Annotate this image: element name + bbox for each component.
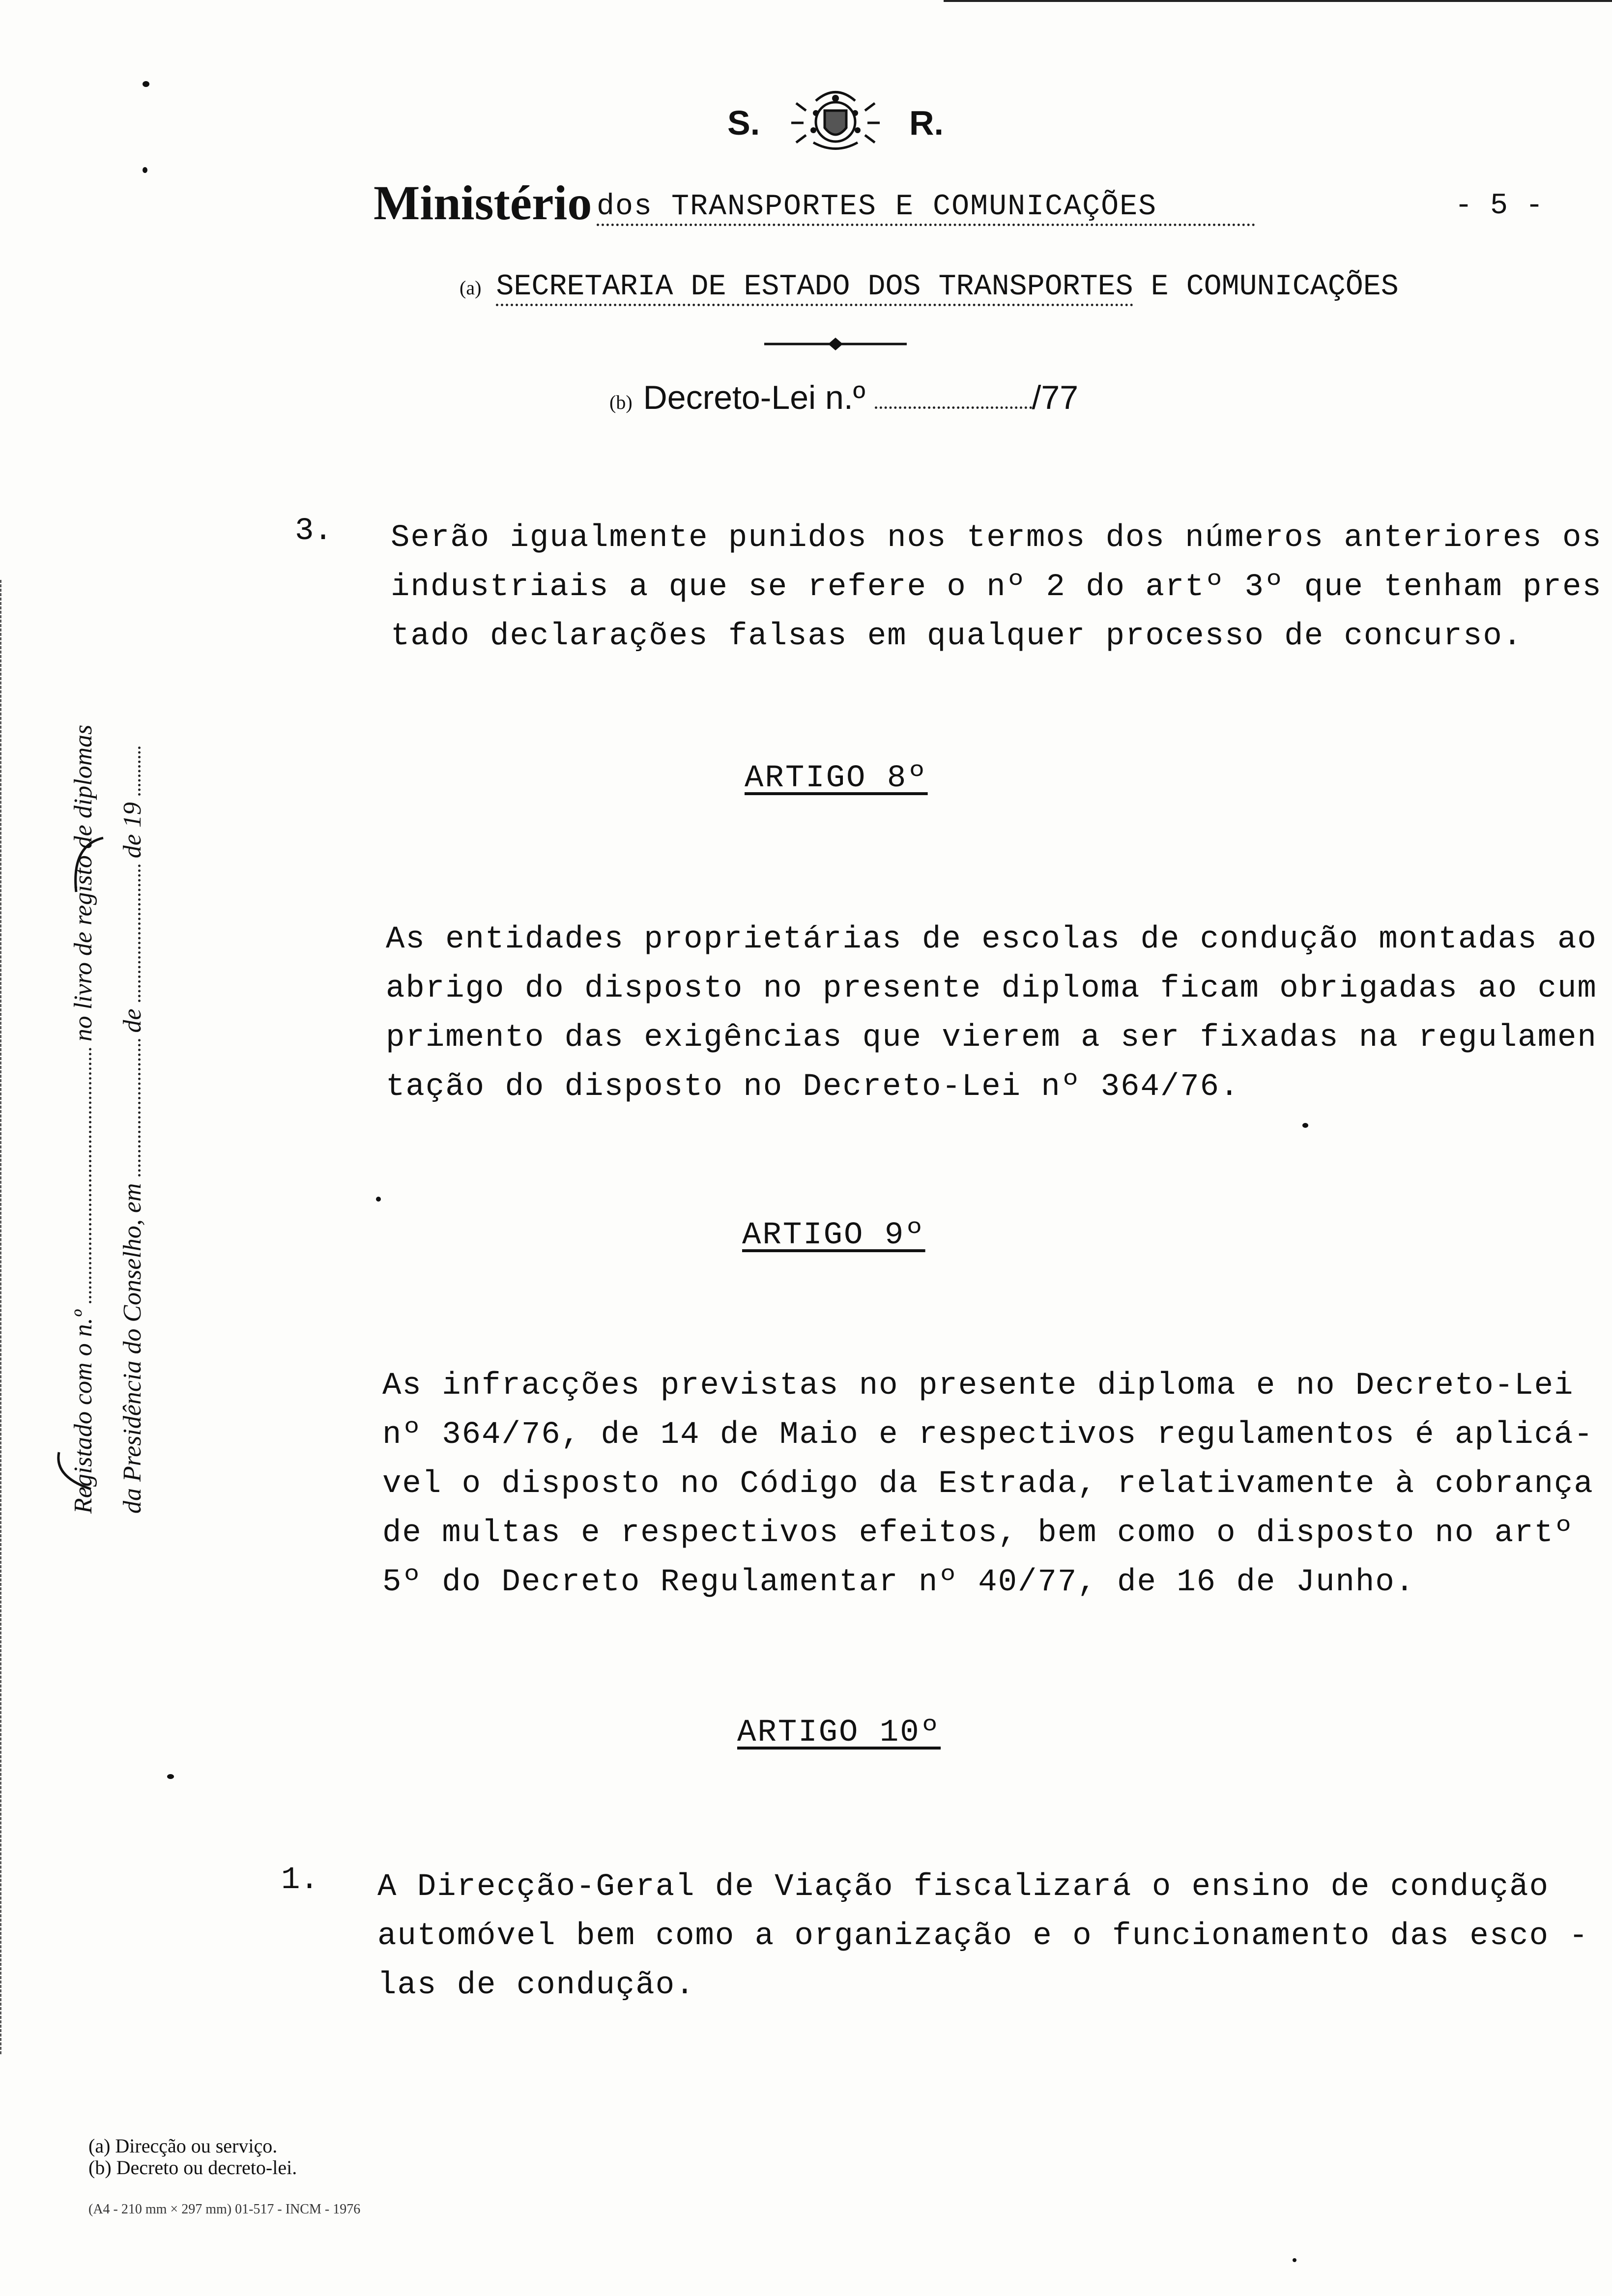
text-line: nº 364/76, de 14 de Maio e respectivos regulamentos é aplicá-	[382, 1417, 1594, 1453]
decreto-suffix: n.º	[825, 379, 865, 416]
page-number: - 5 -	[1455, 189, 1544, 223]
scan-speck	[143, 167, 147, 173]
scan-speck	[1293, 2258, 1296, 2262]
artigo-8-paragraph	[386, 915, 1597, 1112]
ornament-divider	[764, 337, 907, 351]
secretaria-line	[460, 270, 1541, 306]
artigo-9-heading: ARTIGO 9º	[742, 1218, 925, 1253]
margin-line1-b: no livro de registo de diplomas	[69, 724, 97, 1042]
date-year-blank	[138, 746, 141, 796]
ministry-word: Ministério	[374, 175, 592, 230]
text-line: vel o disposto no Código da Estrada, relativamente à cobrança	[382, 1466, 1594, 1502]
left-edge-perforation	[0, 580, 3, 2054]
decreto-year: /77	[1032, 379, 1079, 416]
date-month-blank	[138, 864, 141, 1002]
secretaria-label: (a)	[460, 277, 482, 299]
text-line: primento das exigências que vierem a ser fixadas na regulamen	[386, 1020, 1597, 1056]
text-line: las de condução.	[377, 1968, 695, 2003]
scan-speck	[143, 81, 149, 87]
artigo-9-paragraph	[382, 1361, 1594, 1607]
text-line: As entidades proprietárias de escolas de condução montadas ao	[386, 922, 1597, 957]
text-line: Serão igualmente punidos nos termos dos números anteriores os	[391, 520, 1602, 556]
r-letter: R.	[909, 104, 944, 142]
text-line: tação do disposto no Decreto-Lei nº 364/76.	[386, 1069, 1240, 1105]
secretaria-rest: E COMUNICAÇÕES	[1151, 270, 1399, 304]
decreto-line	[609, 378, 1078, 417]
footnote-a: (a) Direcção ou serviço.	[88, 2135, 278, 2157]
footnote-b: (b) Decreto ou decreto-lei.	[88, 2156, 297, 2179]
margin-bracket-top	[69, 835, 108, 894]
scan-speck	[167, 1774, 174, 1779]
decreto-label: (b)	[609, 391, 633, 413]
text-line: 5º do Decreto Regulamentar nº 40/77, de 16 de Junho.	[382, 1565, 1415, 1600]
republic-header	[727, 84, 973, 157]
item-3-paragraph	[391, 514, 1602, 661]
artigo-8-heading: ARTIGO 8º	[745, 761, 928, 796]
margin-line2-c: de 19	[118, 802, 146, 859]
secretaria-underlined: SECRETARIA DE ESTADO DOS TRANSPORTES	[496, 270, 1133, 306]
text-line: As infracções previstas no presente diploma e no Decreto-Lei	[382, 1368, 1574, 1404]
text-line: tado declarações falsas em qualquer processo de concurso.	[391, 619, 1523, 654]
scan-speck	[1302, 1123, 1308, 1128]
print-reference: (A4 - 210 mm × 297 mm) 01-517 - INCM - 1976	[88, 2202, 361, 2217]
margin-line2-b: de	[118, 1008, 146, 1033]
ministry-title	[374, 174, 1356, 233]
text-line: industriais a que se refere o nº 2 do artº 3º que tenham pres	[391, 570, 1602, 605]
scan-speck	[376, 1197, 381, 1202]
top-edge-line	[944, 0, 1612, 2]
decreto-number-blank	[875, 406, 1032, 409]
registration-number-blank	[89, 1048, 91, 1303]
margin-line2-a: da Presidência do Conselho, em	[118, 1183, 146, 1514]
text-line: A Direcção-Geral de Viação fiscalizará o ensino de condução	[377, 1869, 1549, 1905]
coat-of-arms-icon	[786, 84, 885, 157]
date-day-blank	[138, 1039, 141, 1177]
margin-bracket-bottom	[49, 1450, 93, 1494]
ministry-name: dos TRANSPORTES E COMUNICAÇÕES	[597, 190, 1255, 226]
text-line: abrigo do disposto no presente diploma ficam obrigadas ao cum	[386, 971, 1597, 1006]
item-1-number: 1.	[281, 1863, 319, 1898]
s-letter: S.	[727, 104, 760, 142]
item-1-paragraph	[377, 1863, 1589, 2010]
text-line: automóvel bem como a organização e o funcionamento das esco -	[377, 1919, 1589, 1954]
footnotes	[88, 2135, 297, 2179]
margin-line1-a: Registado com o n.º	[69, 1310, 97, 1514]
decreto-text: Decreto-Lei	[643, 379, 816, 416]
artigo-10-heading: ARTIGO 10º	[737, 1715, 941, 1751]
text-line: de multas e respectivos efeitos, bem como o disposto no artº	[382, 1516, 1574, 1551]
item-3-number: 3.	[295, 514, 333, 549]
